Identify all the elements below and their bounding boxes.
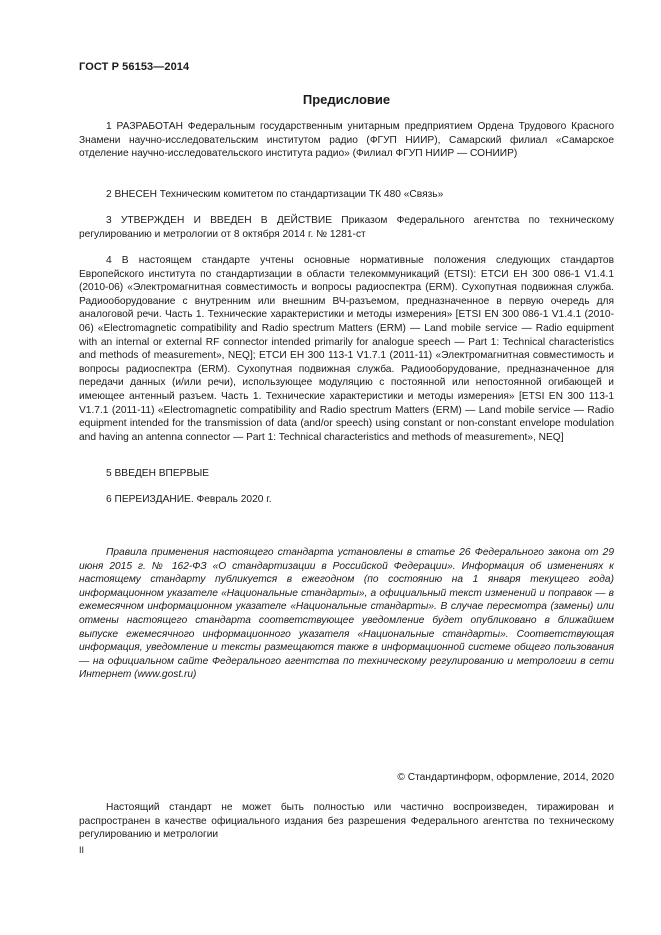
section-1-text: 1 РАЗРАБОТАН Федеральным государственным унитарным предприятием Ордена Трудового Красного Знамени научно-исследовательским институтом радио (ФГУП НИИР), Самарский филиал «Самарское отделение научно-исследовательского института радио» (Филиал ФГУП НИИР — СОНИИР) <box>79 121 614 160</box>
page-number: II <box>79 845 85 855</box>
page-title-text: Предисловие <box>302 92 391 107</box>
section-1 <box>79 120 614 161</box>
section-2-text: 2 ВНЕСЕН Техническим комитетом по стандартизации ТК 480 «Связь» <box>106 189 444 200</box>
section-2 <box>79 188 614 202</box>
copyright: © Стандартинформ, оформление, 2014, 2020 <box>397 772 614 783</box>
section-3-text: 3 УТВЕРЖДЕН И ВВЕДЕН В ДЕЙСТВИЕ Приказом Федерального агентства по техническому регулированию и метрологии от 8 октября 2014 г. № 1281-ст <box>79 215 614 240</box>
section-4 <box>79 254 614 444</box>
section-4-text: 4 В настоящем стандарте учтены основные нормативные положения следующих стандартов Европейского института по стандартизации в области телекоммуникаций (ETSI): ЕТСИ ЕН 300 086-1 V1.4.1 (2010-06) «Электромагнитная совместимость и вопросы радиоспектра (ERM). Сухопутная подвижная служба. Радиооборудование с внутренним или внешним ВЧ-разъемом, предназначенное в первую очередь для аналоговой речи. Часть 1. Технические характеристики и методы измерения» [ETSI EN 300 086-1 V1.4.1 (2010-06) «Electromagnetic compatibility and Radio spectrum Matters (ERM) — Land mobile service — Radio equipment with an internal or external RF connector intended primarily for analogue speech — Part 1: Technical characteristics and methods of measurement», NEQ]; ЕТСИ ЕН 300 113-1 V1.7.1 (2011-11) «Электромагнитная совместимость и вопросы радиоспектра (ERM). Сухопутная подвижная служба. Радиооборудование, предназначенное для передачи данных (и/или речи), использующее модуляцию с постоянной или непостоянной огибающей и имеющее антенный разъем. Часть 1. Технические характеристики и методы измерения» [ETSI EN 300 113-1 V1.7.1 (2011-11) «Electromagnetic compatibility and Radio spectrum Matters (ERM) — Land mobile service — Radio equipment intended for the transmission of data (and/or speech) using constant or non-constant envelope modulation and having an antenna connector — Part 1: Technical characteristics and methods of measurement», NEQ] <box>79 255 614 443</box>
section-5-text: 5 ВВЕДЕН ВПЕРВЫЕ <box>106 468 210 479</box>
page-title <box>0 92 661 107</box>
standard-application-notice: Правила применения настоящего стандарта установлены в статье 26 Федерального закона от 29 июня 2015 г. № 162-ФЗ «О стандартизации в Российской Федерации». Информация об изменениях к настоящему стандарту публикуется в ежегодном (по состоянию на 1 января текущего года) информационном указателе «Национальные стандарты», а официальный текст изменений и поправок — в ежемесячном информационном указателе «Национальные стандарты». В случае пересмотра (замены) или отмены настоящего стандарта соответствующее уведомление будет опубликовано в ближайшем выпуске ежемесячного информационного указателя «Национальные стандарты». Соответствующая информация, уведомление и тексты размещаются также в информационной системе общего пользования — на официальном сайте Федерального агентства по техническому регулированию и метрологии в сети Интернет (www.gost.ru) <box>79 547 614 681</box>
section-6 <box>79 493 614 507</box>
section-5 <box>79 467 614 481</box>
reprint-notice: Настоящий стандарт не может быть полностью или частично воспроизведен, тиражирован и распространен в качестве официального издания без разрешения Федерального агентства по техническому регулированию и метрологии <box>79 802 614 841</box>
section-3 <box>79 214 614 241</box>
section-6-text: 6 ПЕРЕИЗДАНИЕ. Февраль 2020 г. <box>106 494 272 505</box>
standard-code: ГОСТ Р 56153—2014 <box>79 61 190 73</box>
